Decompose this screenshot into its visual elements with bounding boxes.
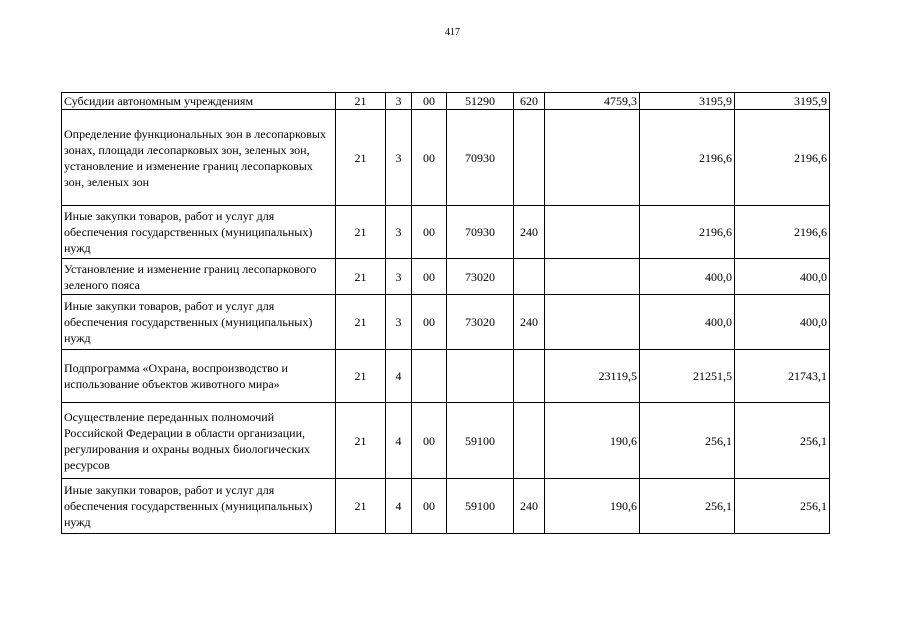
- section-cell: 21: [336, 479, 386, 534]
- type-cell: [514, 110, 545, 206]
- row-name: Иные закупки товаров, работ и услуг для обеспечения государственных (муниципальных) нужд: [62, 295, 336, 350]
- item-cell: 59100: [447, 403, 514, 479]
- item-cell: 70930: [447, 206, 514, 259]
- value-1-cell: 190,6: [545, 479, 640, 534]
- table-row: [62, 206, 830, 259]
- value-1-cell: 23119,5: [545, 350, 640, 403]
- program-cell: 00: [412, 479, 447, 534]
- budget-table: [61, 92, 830, 534]
- program-cell: 00: [412, 93, 447, 110]
- value-2-cell: 256,1: [640, 403, 735, 479]
- subsection-cell: 3: [386, 93, 412, 110]
- value-1-cell: 190,6: [545, 403, 640, 479]
- section-cell: 21: [336, 259, 386, 295]
- item-cell: 51290: [447, 93, 514, 110]
- value-1-cell: [545, 110, 640, 206]
- program-cell: 00: [412, 295, 447, 350]
- type-cell: 240: [514, 206, 545, 259]
- table-row: [62, 350, 830, 403]
- program-cell: 00: [412, 403, 447, 479]
- type-cell: 620: [514, 93, 545, 110]
- section-cell: 21: [336, 93, 386, 110]
- row-name: Установление и изменение границ лесопаркового зеленого пояса: [62, 259, 336, 295]
- table-row: [62, 479, 830, 534]
- program-cell: 00: [412, 259, 447, 295]
- row-name: Осуществление переданных полномочий Российской Федерации в области организации, регулирования и охраны водных биологических ресурсов: [62, 403, 336, 479]
- table-row: [62, 295, 830, 350]
- value-1-cell: [545, 295, 640, 350]
- value-3-cell: 400,0: [735, 295, 830, 350]
- value-2-cell: 256,1: [640, 479, 735, 534]
- subsection-cell: 4: [386, 479, 412, 534]
- subsection-cell: 3: [386, 206, 412, 259]
- value-2-cell: 21251,5: [640, 350, 735, 403]
- subsection-cell: 4: [386, 350, 412, 403]
- subsection-cell: 3: [386, 259, 412, 295]
- program-cell: [412, 350, 447, 403]
- item-cell: 73020: [447, 259, 514, 295]
- type-cell: [514, 350, 545, 403]
- type-cell: [514, 259, 545, 295]
- subsection-cell: 3: [386, 110, 412, 206]
- section-cell: 21: [336, 110, 386, 206]
- item-cell: 73020: [447, 295, 514, 350]
- value-3-cell: 21743,1: [735, 350, 830, 403]
- section-cell: 21: [336, 403, 386, 479]
- value-1-cell: 4759,3: [545, 93, 640, 110]
- value-1-cell: [545, 259, 640, 295]
- item-cell: 70930: [447, 110, 514, 206]
- item-cell: [447, 350, 514, 403]
- type-cell: 240: [514, 295, 545, 350]
- row-name: Иные закупки товаров, работ и услуг для обеспечения государственных (муниципальных) нужд: [62, 479, 336, 534]
- type-cell: [514, 403, 545, 479]
- program-cell: 00: [412, 206, 447, 259]
- value-2-cell: 3195,9: [640, 93, 735, 110]
- value-1-cell: [545, 206, 640, 259]
- value-2-cell: 400,0: [640, 295, 735, 350]
- section-cell: 21: [336, 350, 386, 403]
- row-name: Определение функциональных зон в лесопарковых зонах, площади лесопарковых зон, зеленых зон, установление и изменение границ лесопарковых зон, зеленых зон: [62, 110, 336, 206]
- program-cell: 00: [412, 110, 447, 206]
- value-3-cell: 2196,6: [735, 206, 830, 259]
- value-2-cell: 2196,6: [640, 206, 735, 259]
- table-row: [62, 403, 830, 479]
- row-name: Иные закупки товаров, работ и услуг для обеспечения государственных (муниципальных) нужд: [62, 206, 336, 259]
- value-3-cell: 400,0: [735, 259, 830, 295]
- table-row: [62, 93, 830, 110]
- value-2-cell: 400,0: [640, 259, 735, 295]
- subsection-cell: 3: [386, 295, 412, 350]
- row-name: Субсидии автономным учреждениям: [62, 93, 336, 110]
- table-row: [62, 259, 830, 295]
- section-cell: 21: [336, 206, 386, 259]
- value-2-cell: 2196,6: [640, 110, 735, 206]
- value-3-cell: 256,1: [735, 479, 830, 534]
- type-cell: 240: [514, 479, 545, 534]
- table-row: [62, 110, 830, 206]
- value-3-cell: 3195,9: [735, 93, 830, 110]
- subsection-cell: 4: [386, 403, 412, 479]
- section-cell: 21: [336, 295, 386, 350]
- item-cell: 59100: [447, 479, 514, 534]
- page-number: 417: [445, 27, 460, 38]
- row-name: Подпрограмма «Охрана, воспроизводство и использование объектов животного мира»: [62, 350, 336, 403]
- value-3-cell: 256,1: [735, 403, 830, 479]
- value-3-cell: 2196,6: [735, 110, 830, 206]
